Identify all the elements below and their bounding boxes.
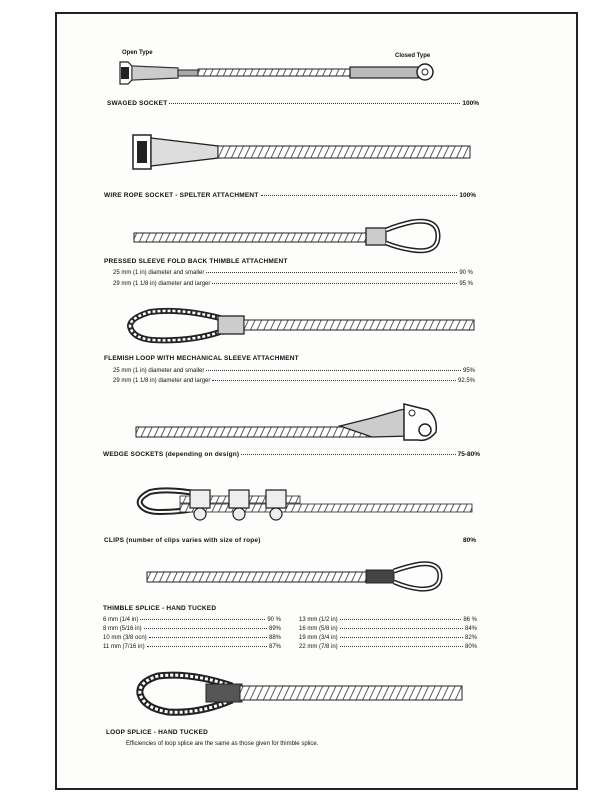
wedge-row xyxy=(103,451,480,458)
clips-title: CLIPS (number of clips varies with size of rope) xyxy=(104,537,261,544)
thimble-splice-illustration xyxy=(147,564,440,589)
pressed-row-pct: 95 % xyxy=(459,281,473,287)
pressed-row-label: 29 mm (1 1/8 in) diameter and larger xyxy=(113,281,211,287)
clips-illustration xyxy=(140,490,472,520)
swaged-socket-pct: 100% xyxy=(462,100,479,107)
leader-dots xyxy=(140,619,265,620)
pressed-sleeve-title: PRESSED SLEEVE FOLD BACK THIMBLE ATTACHMENT xyxy=(104,258,288,265)
leader-dots xyxy=(340,619,462,620)
leader-dots xyxy=(261,195,458,196)
thimble-row xyxy=(103,617,281,623)
thimble-row xyxy=(103,626,281,632)
spelter-socket-illustration xyxy=(133,135,470,169)
leader-dots xyxy=(206,370,461,371)
pressed-row xyxy=(113,270,473,276)
pressed-row-label: 25 mm (1 in) diameter and smaller xyxy=(113,270,205,276)
leader-dots xyxy=(147,646,267,647)
loop-splice-title: LOOP SPLICE - HAND TUCKED xyxy=(106,729,209,736)
flemish-row-label: 25 mm (1 in) diameter and smaller xyxy=(113,368,205,374)
wedge-title: WEDGE SOCKETS (depending on design) xyxy=(103,451,240,458)
thimble-row-pct: 87% xyxy=(268,644,281,650)
thimble-row-label: 10 mm (3/8 ocn) xyxy=(103,635,147,641)
thimble-row xyxy=(299,644,477,650)
flemish-row-pct: 92.5% xyxy=(457,378,475,384)
spelter-title: WIRE ROPE SOCKET - SPELTER ATTACHMENT xyxy=(104,192,259,199)
thimble-row xyxy=(299,635,477,641)
flemish-row-pct: 95% xyxy=(462,368,475,374)
wedge-socket-illustration xyxy=(136,404,436,440)
thimble-row-label: 6 mm (1/4 in) xyxy=(103,617,139,623)
flemish-row xyxy=(113,368,475,374)
leader-dots xyxy=(149,637,267,638)
swaged-socket-row xyxy=(107,100,479,107)
thimble-row-pct: 80% xyxy=(464,644,477,650)
thimble-row-pct: 90 % xyxy=(267,617,281,623)
thimble-row xyxy=(103,635,281,641)
thimble-row-pct: 86 % xyxy=(463,617,477,623)
pressed-sleeve-illustration xyxy=(134,221,438,250)
pressed-row-pct: 90 % xyxy=(459,270,473,276)
closed-type-label: Closed Type xyxy=(395,53,431,59)
thimble-row-pct: 89% xyxy=(268,626,281,632)
flemish-row xyxy=(113,378,475,384)
flemish-row-label: 29 mm (1 1/8 in) diameter and larger xyxy=(113,378,211,384)
leader-dots xyxy=(340,646,463,647)
thimble-row xyxy=(103,644,281,650)
leader-dots xyxy=(340,637,463,638)
open-type-label: Open Type xyxy=(122,50,153,56)
loop-splice-note: Efficiencies of loop splice are the same as those given for thimble splice. xyxy=(126,741,319,747)
thimble-row-label: 13 mm (1/2 in) xyxy=(299,617,338,623)
swaged-socket-title: SWAGED SOCKET xyxy=(107,100,168,107)
leader-dots xyxy=(241,454,455,455)
spelter-pct: 100% xyxy=(459,192,476,199)
flemish-loop-illustration xyxy=(130,311,474,340)
thimble-row-label: 22 mm (7/8 in) xyxy=(299,644,338,650)
thimble-row-pct: 82% xyxy=(464,635,477,641)
leader-dots xyxy=(206,272,457,273)
pressed-row xyxy=(113,281,473,287)
swaged-socket-illustration xyxy=(120,62,433,84)
leader-dots xyxy=(212,380,456,381)
thimble-row-label: 8 mm (5/16 in) xyxy=(103,626,142,632)
thimble-row-label: 11 mm (7/16 in) xyxy=(103,644,145,650)
leader-dots xyxy=(144,628,267,629)
flemish-title: FLEMISH LOOP WITH MECHANICAL SLEEVE ATTACHMENT xyxy=(104,355,299,362)
thimble-row xyxy=(299,617,477,623)
thimble-row-pct: 88% xyxy=(268,635,281,641)
wedge-pct: 75-80% xyxy=(457,451,480,458)
thimble-splice-title: THIMBLE SPLICE - HAND TUCKED xyxy=(103,605,217,612)
thimble-row xyxy=(299,626,477,632)
thimble-row-label: 16 mm (5/8 in) xyxy=(299,626,338,632)
leader-dots xyxy=(212,283,457,284)
clips-row xyxy=(104,537,476,544)
leader-dots xyxy=(169,103,460,104)
leader-dots xyxy=(340,628,463,629)
clips-pct: 80% xyxy=(462,537,476,544)
loop-splice-illustration xyxy=(140,675,462,712)
thimble-row-pct: 84% xyxy=(464,626,477,632)
thimble-row-label: 19 mm (3/4 in) xyxy=(299,635,338,641)
spelter-row xyxy=(104,192,476,199)
